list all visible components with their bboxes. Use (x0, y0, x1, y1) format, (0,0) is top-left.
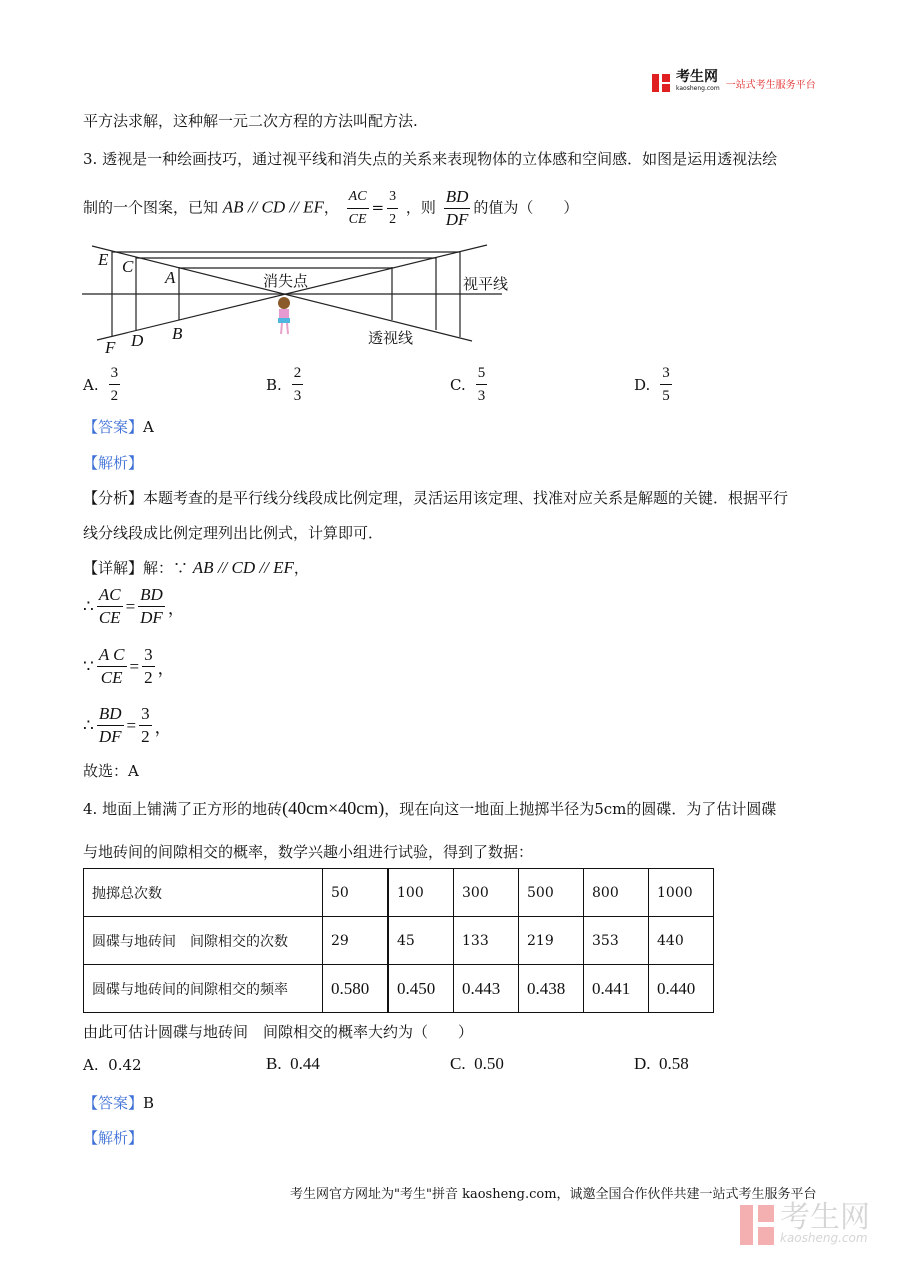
option-label: A. (83, 1056, 99, 1074)
text: ， (157, 659, 175, 678)
option-label: B. (266, 375, 282, 394)
analysis-tag: 【解析】 (83, 454, 144, 472)
option-value: 0.50 (474, 1054, 504, 1073)
answer-tag: 【答案】 (83, 1094, 144, 1112)
table-cell: 353 (584, 917, 649, 965)
text: 的值为（ ） (473, 198, 579, 217)
eq: = (371, 198, 385, 217)
footer-text: 考生网官方网址为"考生"拼音 kaosheng.com，诚邀全国合作伙伴共建一站式考生服务平台 (290, 1187, 817, 1202)
label-F: F (105, 338, 116, 357)
answer-value: B (143, 1094, 155, 1112)
text: ， (154, 718, 172, 737)
num: 3 (142, 644, 155, 667)
math: AB // CD // EF (192, 558, 294, 577)
label-A: A (165, 268, 176, 287)
eq: = (126, 715, 137, 735)
text: ，则 (405, 198, 436, 217)
den: CE (98, 608, 121, 627)
analysis-line2: 线分线段成比例定理列出比例式，计算即可． (83, 524, 384, 542)
q3-answer (83, 416, 154, 437)
text: 4. 地面上铺满了正方形的地砖 (83, 800, 283, 818)
den: CE (348, 212, 367, 227)
option-d[interactable] (634, 362, 675, 407)
table-cell: 300 (454, 869, 519, 917)
q4-stem-line1 (83, 798, 776, 819)
eq: = (129, 656, 140, 676)
slogan: 一站式考生服务平台 (725, 79, 816, 91)
label-E: E (98, 250, 109, 269)
watermark-sub: kaosheng.com (780, 1231, 868, 1245)
table-cell: 0.450 (388, 965, 454, 1013)
fraction (476, 362, 488, 407)
den: 2 (144, 668, 153, 687)
den: 3 (477, 388, 486, 404)
table-cell: 219 (519, 917, 584, 965)
num: 3 (109, 362, 121, 385)
option-value: 0.42 (108, 1056, 142, 1074)
den: DF (140, 608, 163, 627)
option-c[interactable] (450, 362, 490, 407)
table-cell: 50 (323, 869, 389, 917)
watermark (740, 1200, 870, 1245)
option-label: D. (634, 375, 651, 394)
den: 2 (141, 727, 150, 746)
table-cell: 0.438 (519, 965, 584, 1013)
num: AC (97, 584, 123, 607)
option-label: B. (266, 1054, 282, 1073)
math-parallel: AB // CD // EF (222, 197, 324, 217)
symbol: ∵ (83, 656, 94, 676)
num: BD (97, 703, 124, 726)
math-size: (40cm×40cm) (282, 798, 385, 818)
option-a[interactable] (83, 362, 123, 407)
table-cell: 800 (584, 869, 649, 917)
num: BD (138, 584, 165, 607)
table-row (84, 869, 714, 917)
intro-text: 平方法求解，这种解一元二次方程的方法叫配方法. (83, 112, 418, 130)
detail-line (83, 557, 309, 578)
option-b[interactable] (266, 362, 306, 407)
option-label: C. (450, 375, 466, 394)
num: 3 (660, 362, 672, 385)
table-cell: 440 (649, 917, 714, 965)
answer-value: A (143, 418, 154, 436)
symbol: ∴ (83, 596, 94, 616)
text: ， (167, 599, 185, 618)
step-3 (83, 703, 172, 748)
table-cell: 0.443 (454, 965, 519, 1013)
option-c[interactable] (450, 1054, 504, 1074)
perspective-figure (0, 0, 900, 370)
fraction (142, 644, 155, 689)
den: 5 (662, 388, 670, 404)
fraction (97, 644, 127, 689)
answer-tag: 【答案】 (83, 418, 144, 436)
fraction (109, 362, 121, 407)
text: 制的一个图案，已知 (83, 198, 219, 217)
choice-text: 故选：A (83, 762, 139, 780)
q3-stem-line1: 3. 透视是一种绘画技巧，通过视平线和消失点的关系来表现物体的立体感和空间感．如图是运用透视法绘 (83, 150, 778, 168)
girl-illustration (278, 297, 290, 334)
table-cell: 0.580 (323, 965, 389, 1013)
horizon-label: 视平线 (463, 275, 509, 293)
num: BD (444, 186, 471, 209)
table-cell: 133 (454, 917, 519, 965)
option-value: 0.58 (659, 1054, 689, 1073)
label-C: C (122, 257, 134, 276)
label-B: B (172, 324, 183, 343)
table-row (84, 917, 714, 965)
option-label: C. (450, 1054, 466, 1073)
option-b[interactable] (266, 1054, 320, 1074)
logo-text: 考生网 (676, 69, 718, 85)
num: 2 (292, 362, 304, 385)
option-label: A. (83, 375, 99, 394)
data-table (83, 868, 714, 1013)
watermark-text: 考生网 (780, 1200, 870, 1235)
perspective-line-label: 透视线 (368, 329, 414, 347)
table-cell: 29 (323, 917, 389, 965)
table-cell: 1000 (649, 869, 714, 917)
vanishing-point-label: 消失点 (263, 272, 309, 290)
step-2 (83, 644, 175, 689)
option-value: 0.44 (290, 1054, 320, 1073)
eq: = (125, 596, 136, 616)
label-D: D (131, 331, 144, 350)
table-cell: 100 (388, 869, 454, 917)
option-d[interactable] (634, 1054, 689, 1074)
fraction (660, 362, 672, 407)
fraction (97, 703, 124, 748)
text: ，现在向这一地面上抛掷半径为5cm的圆碟．为了估计圆碟 (384, 800, 777, 818)
table-row (84, 965, 714, 1013)
table-cell: 0.441 (584, 965, 649, 1013)
num: 3 (139, 703, 152, 726)
table-cell: 45 (388, 917, 454, 965)
num: AC (347, 186, 369, 209)
num: A C (97, 644, 127, 667)
table-cell: 抛掷总次数 (84, 869, 323, 917)
text: ， (293, 559, 309, 577)
option-label: D. (634, 1054, 651, 1073)
den: DF (98, 727, 122, 746)
table-cell: 圆碟与地砖间的间隙相交的频率 (84, 965, 323, 1013)
num: 5 (476, 362, 488, 385)
analysis-line1: 【分析】本题考查的是平行线分线段成比例定理，灵活运用该定理、找准对应关系是解题的关键．根据平行 (83, 489, 789, 507)
table-cell: 圆碟与地砖间 间隙相交的次数 (84, 917, 323, 965)
table-cell: 0.440 (649, 965, 714, 1013)
logo-sub: kaosheng.com (676, 85, 720, 92)
fraction (138, 584, 165, 629)
fraction (292, 362, 304, 407)
text: ， (323, 198, 339, 217)
q4-question: 由此可估计圆碟与地砖间 间隙相交的概率大约为（ ） (83, 1023, 474, 1041)
option-a[interactable] (83, 1056, 142, 1074)
fraction (139, 703, 152, 748)
den: 3 (293, 388, 302, 404)
watermark-logo-icon (740, 1205, 774, 1245)
den: 2 (110, 388, 119, 404)
analysis-tag: 【解析】 (83, 1129, 144, 1147)
fraction (97, 584, 123, 629)
text: 【详解】解：∵ (83, 559, 189, 577)
num: 3 (387, 186, 398, 209)
den: 2 (389, 212, 397, 227)
q4-stem-line2: 与地砖间的间隙相交的概率，数学兴趣小组进行试验，得到了数据： (83, 843, 534, 861)
symbol: ∴ (83, 715, 94, 735)
den: CE (100, 668, 123, 687)
q4-answer (83, 1092, 154, 1113)
table-cell: 500 (519, 869, 584, 917)
step-1 (83, 584, 185, 629)
den: DF (445, 210, 469, 229)
